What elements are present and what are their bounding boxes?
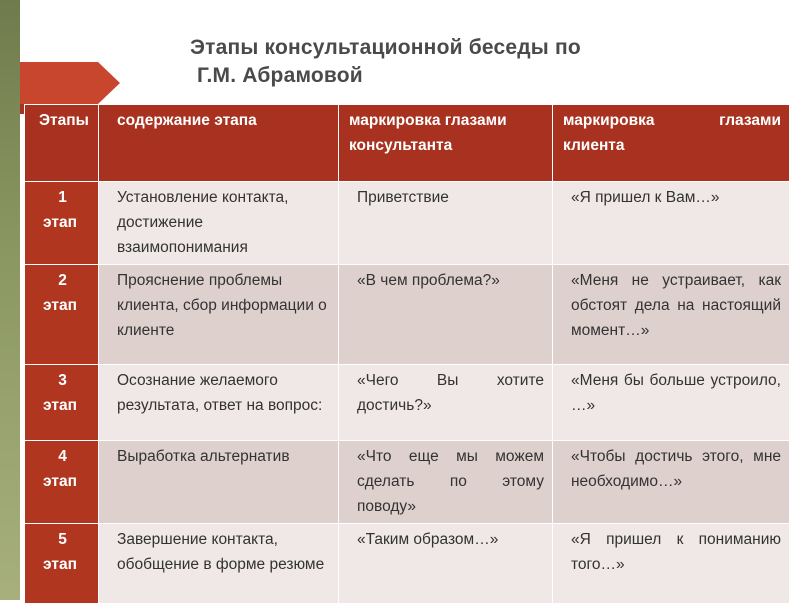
content-cell: Выработка альтернатив (99, 441, 339, 524)
table-row (25, 265, 790, 365)
client-cell: «Чтобы достичь этого, мне необходимо…» (553, 441, 790, 524)
table-row (25, 182, 790, 265)
slide-title (190, 34, 581, 90)
stage-number: 2 (58, 272, 67, 289)
client-cell: «Я пришел к пониманию того…» (553, 524, 790, 604)
stage-label: этап (43, 297, 77, 314)
stage-label: этап (43, 473, 77, 490)
stage-cell (25, 365, 99, 441)
stage-cell (25, 524, 99, 604)
stage-number: 5 (58, 531, 67, 548)
accent-arrow-shape (20, 62, 120, 104)
table-row (25, 524, 790, 604)
stage-number: 4 (58, 448, 67, 465)
stage-cell (25, 182, 99, 265)
header-consultant: маркировка глазами консультанта (339, 105, 553, 182)
stage-cell (25, 265, 99, 365)
client-cell: «Я пришел к Вам…» (553, 182, 790, 265)
consultant-cell: «Чего Вы хотите достичь?» (339, 365, 553, 441)
consultant-cell: «В чем проблема?» (339, 265, 553, 365)
table-header-row (25, 105, 790, 182)
table-row (25, 441, 790, 524)
content-cell: Осознание желаемого результата, ответ на вопрос: (99, 365, 339, 441)
content-cell: Установление контакта, достижение взаимопонимания (99, 182, 339, 265)
client-cell: «Меня не устраивает, как обстоят дела на настоящий момент…» (553, 265, 790, 365)
stage-number: 1 (58, 189, 67, 206)
table-row (25, 365, 790, 441)
consultant-cell: Приветствие (339, 182, 553, 265)
title-line-1: Этапы консультационной беседы по (190, 36, 581, 59)
client-cell: «Меня бы больше устроило, …» (553, 365, 790, 441)
consultant-cell: «Что еще мы можем сделать по этому поводу» (339, 441, 553, 524)
content-cell: Прояснение проблемы клиента, сбор информации о клиенте (99, 265, 339, 365)
header-client: маркировка глазами клиента (553, 105, 790, 182)
stage-label: этап (43, 214, 77, 231)
consultant-cell: «Таким образом…» (339, 524, 553, 604)
stage-cell (25, 441, 99, 524)
stage-label: этап (43, 397, 77, 414)
stage-label: этап (43, 556, 77, 573)
title-line-2: Г.М. Абрамовой (197, 64, 363, 87)
content-cell: Завершение контакта, обобщение в форме резюме (99, 524, 339, 604)
left-decor-strip (0, 0, 20, 600)
stages-table (24, 104, 790, 604)
header-content: содержание этапа (99, 105, 339, 182)
stage-number: 3 (58, 372, 67, 389)
header-stages: Этапы (25, 105, 99, 182)
